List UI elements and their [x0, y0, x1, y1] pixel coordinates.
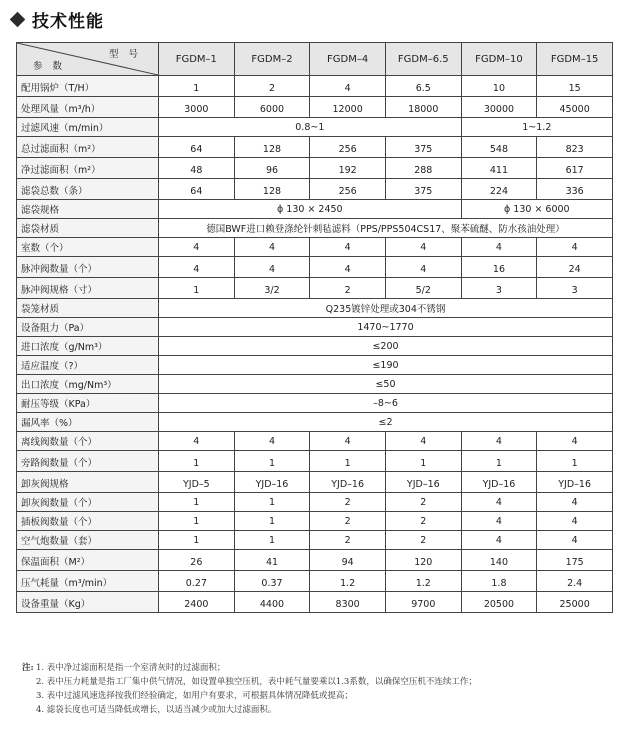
table-row — [17, 550, 613, 571]
value-cell: 4 — [461, 493, 537, 512]
value-cell: 4 — [461, 512, 537, 531]
row-label: 设备重量（Kg） — [17, 592, 159, 613]
value-cell: YJD–16 — [385, 472, 461, 493]
value-cell: 823 — [537, 137, 613, 158]
note-item — [22, 661, 622, 675]
table-row — [17, 472, 613, 493]
value-cell: 4 — [159, 257, 235, 278]
section-title-text: 技术性能 — [32, 11, 104, 32]
value-cell: 4 — [461, 432, 537, 451]
row-label: 压气耗量（m³/min） — [17, 571, 159, 592]
model-header: FGDM–10 — [461, 43, 537, 76]
row-label: 总过滤面积（m²） — [17, 137, 159, 158]
table-row — [17, 158, 613, 179]
value-cell: 224 — [461, 179, 537, 200]
value-cell: 2400 — [159, 592, 235, 613]
row-label: 进口浓度（g/Nm³） — [17, 337, 159, 356]
value-cell: 2.4 — [537, 571, 613, 592]
table-row — [17, 512, 613, 531]
value-cell: 192 — [310, 158, 386, 179]
corner-model-label: 型号 — [108, 49, 148, 60]
row-label: 漏风率（%） — [17, 413, 159, 432]
table-row — [17, 375, 613, 394]
value-cell: 1 — [310, 451, 386, 472]
section-title — [10, 6, 104, 32]
table-row — [17, 571, 613, 592]
value-cell: 288 — [385, 158, 461, 179]
value-cell: ≤200 — [159, 337, 613, 356]
row-label: 适应温度（?） — [17, 356, 159, 375]
value-cell: 4 — [234, 432, 310, 451]
value-cell: 94 — [310, 550, 386, 571]
value-cell: 4 — [461, 238, 537, 257]
value-cell: 2 — [385, 531, 461, 550]
value-cell: 24 — [537, 257, 613, 278]
value-cell: YJD–16 — [461, 472, 537, 493]
model-header: FGDM–15 — [537, 43, 613, 76]
value-cell: 64 — [159, 179, 235, 200]
value-cell: 256 — [310, 137, 386, 158]
value-cell: 128 — [234, 137, 310, 158]
value-cell: ≤50 — [159, 375, 613, 394]
value-cell: 375 — [385, 179, 461, 200]
table-row — [17, 413, 613, 432]
table-row — [17, 257, 613, 278]
row-label: 配用锅炉（T/H） — [17, 76, 159, 97]
value-cell: 4 — [537, 512, 613, 531]
row-label: 耐压等级（KPa） — [17, 394, 159, 413]
value-cell: 4 — [159, 238, 235, 257]
value-cell: 128 — [234, 179, 310, 200]
value-cell: 4 — [234, 238, 310, 257]
value-cell: 548 — [461, 137, 537, 158]
note-item — [22, 689, 622, 703]
table-row — [17, 394, 613, 413]
table-row — [17, 278, 613, 299]
value-cell: 1 — [159, 451, 235, 472]
model-header: FGDM–2 — [234, 43, 310, 76]
value-cell: 45000 — [537, 97, 613, 118]
value-cell: 411 — [461, 158, 537, 179]
value-cell: ϕ 130 × 2450 — [159, 200, 462, 219]
value-cell: 3/2 — [234, 278, 310, 299]
value-cell: YJD–16 — [537, 472, 613, 493]
notes-tag: 注: — [22, 663, 34, 673]
row-label: 离线阀数量（个） — [17, 432, 159, 451]
value-cell: 16 — [461, 257, 537, 278]
value-cell: 20500 — [461, 592, 537, 613]
value-cell: 4 — [385, 432, 461, 451]
value-cell: 1.2 — [310, 571, 386, 592]
table-row — [17, 219, 613, 238]
table-row — [17, 451, 613, 472]
value-cell: YJD–16 — [310, 472, 386, 493]
row-label: 滤袋总数（条） — [17, 179, 159, 200]
value-cell: 1 — [234, 531, 310, 550]
header-row — [17, 43, 613, 76]
value-cell: 9700 — [385, 592, 461, 613]
value-cell: 3000 — [159, 97, 235, 118]
header-corner-cell — [17, 43, 159, 76]
value-cell: 1 — [385, 451, 461, 472]
value-cell: 2 — [310, 512, 386, 531]
note-text: 3. 表中过滤风速选择按我们经验确定，如用户有要求，可根据具体情况降低或提高； — [36, 691, 353, 701]
row-label: 脉冲阀数量（个） — [17, 257, 159, 278]
value-cell: 1 — [461, 451, 537, 472]
value-cell: 41 — [234, 550, 310, 571]
table-row — [17, 179, 613, 200]
table-row — [17, 337, 613, 356]
value-cell: 4 — [385, 257, 461, 278]
value-cell: 12000 — [310, 97, 386, 118]
value-cell: YJD–5 — [159, 472, 235, 493]
value-cell: 4 — [461, 531, 537, 550]
table-row — [17, 299, 613, 318]
row-label: 空气炮数量（套） — [17, 531, 159, 550]
row-label: 出口浓度（mg/Nm³） — [17, 375, 159, 394]
value-cell: –8~6 — [159, 394, 613, 413]
value-cell: 96 — [234, 158, 310, 179]
table-row — [17, 318, 613, 337]
row-label: 脉冲阀规格（寸） — [17, 278, 159, 299]
table-row — [17, 200, 613, 219]
note-text: 1. 表中净过滤面积是指一个室清灰时的过滤面积； — [36, 663, 226, 673]
row-label: 保温面积（M²） — [17, 550, 159, 571]
value-cell: 1 — [159, 76, 235, 97]
value-cell: 1~1.2 — [461, 118, 612, 137]
table-row — [17, 238, 613, 257]
table-row — [17, 356, 613, 375]
row-label: 滤袋材质 — [17, 219, 159, 238]
value-cell: 1.8 — [461, 571, 537, 592]
value-cell: 1 — [234, 451, 310, 472]
value-cell: 4 — [537, 432, 613, 451]
row-label: 滤袋规格 — [17, 200, 159, 219]
value-cell: 3 — [537, 278, 613, 299]
table-row — [17, 493, 613, 512]
value-cell: 4 — [234, 257, 310, 278]
model-header: FGDM–1 — [159, 43, 235, 76]
value-cell: 1 — [234, 512, 310, 531]
table-row — [17, 432, 613, 451]
value-cell: 4 — [537, 238, 613, 257]
table-row — [17, 76, 613, 97]
value-cell: 175 — [537, 550, 613, 571]
row-label: 卸灰阀规格 — [17, 472, 159, 493]
diamond-bullet-icon — [10, 11, 26, 27]
value-cell: 4 — [159, 432, 235, 451]
value-cell: 1 — [159, 278, 235, 299]
value-cell: 4400 — [234, 592, 310, 613]
row-label: 插板阀数量（个） — [17, 512, 159, 531]
value-cell: 2 — [385, 493, 461, 512]
note-text: 2. 表中压力耗量是指工厂集中供气情况，如设置单独空压机，表中耗气量要乘以1.3系数，以确保空压机不连续工作； — [36, 677, 477, 687]
value-cell: ≤2 — [159, 413, 613, 432]
value-cell: 2 — [310, 278, 386, 299]
table-row — [17, 118, 613, 137]
row-label: 旁路阀数量（个） — [17, 451, 159, 472]
value-cell: 336 — [537, 179, 613, 200]
value-cell: ϕ 130 × 6000 — [461, 200, 612, 219]
value-cell: 256 — [310, 179, 386, 200]
value-cell: YJD–16 — [234, 472, 310, 493]
value-cell: 10 — [461, 76, 537, 97]
value-cell: 0.8~1 — [159, 118, 462, 137]
value-cell: Q235镀锌处理或304不锈钢 — [159, 299, 613, 318]
value-cell: 2 — [234, 76, 310, 97]
value-cell: 617 — [537, 158, 613, 179]
row-label: 处理风量（m³/h） — [17, 97, 159, 118]
value-cell: ≤190 — [159, 356, 613, 375]
value-cell: 4 — [385, 238, 461, 257]
value-cell: 8300 — [310, 592, 386, 613]
model-header: FGDM–6.5 — [385, 43, 461, 76]
value-cell: 4 — [310, 238, 386, 257]
value-cell: 5/2 — [385, 278, 461, 299]
value-cell: 4 — [310, 76, 386, 97]
corner-param-label: 参数 — [33, 61, 73, 72]
value-cell: 4 — [537, 531, 613, 550]
value-cell: 375 — [385, 137, 461, 158]
table-row — [17, 531, 613, 550]
row-label: 袋笼材质 — [17, 299, 159, 318]
row-label: 设备阻力（Pa） — [17, 318, 159, 337]
value-cell: 140 — [461, 550, 537, 571]
table-row — [17, 97, 613, 118]
value-cell: 26 — [159, 550, 235, 571]
note-item — [22, 675, 622, 689]
value-cell: 0.27 — [159, 571, 235, 592]
value-cell: 1.2 — [385, 571, 461, 592]
value-cell: 1 — [159, 493, 235, 512]
table-row — [17, 137, 613, 158]
value-cell: 18000 — [385, 97, 461, 118]
value-cell: 2 — [385, 512, 461, 531]
value-cell: 4 — [310, 257, 386, 278]
table-row — [17, 592, 613, 613]
value-cell: 0.37 — [234, 571, 310, 592]
value-cell: 3 — [461, 278, 537, 299]
row-label: 过滤风速（m/min） — [17, 118, 159, 137]
model-header: FGDM–4 — [310, 43, 386, 76]
notes-block — [22, 661, 622, 717]
value-cell: 30000 — [461, 97, 537, 118]
value-cell: 德国BWF进口赖登涤纶针刺毡滤料（PPS/PPS504CS17、聚苯硫醚、防水孩油处理） — [159, 219, 613, 238]
value-cell: 48 — [159, 158, 235, 179]
value-cell: 4 — [310, 432, 386, 451]
value-cell: 1 — [159, 512, 235, 531]
note-item — [22, 703, 622, 717]
value-cell: 6.5 — [385, 76, 461, 97]
value-cell: 6000 — [234, 97, 310, 118]
row-label: 卸灰阀数量（个） — [17, 493, 159, 512]
value-cell: 2 — [310, 493, 386, 512]
value-cell: 64 — [159, 137, 235, 158]
value-cell: 1 — [234, 493, 310, 512]
value-cell: 15 — [537, 76, 613, 97]
value-cell: 25000 — [537, 592, 613, 613]
value-cell: 1470~1770 — [159, 318, 613, 337]
value-cell: 2 — [310, 531, 386, 550]
value-cell: 120 — [385, 550, 461, 571]
row-label: 室数（个） — [17, 238, 159, 257]
value-cell: 1 — [159, 531, 235, 550]
row-label: 净过滤面积（m²） — [17, 158, 159, 179]
value-cell: 4 — [537, 493, 613, 512]
spec-table — [16, 42, 613, 613]
note-text: 4. 滤袋长度也可适当降低或增长，以适当减少或加大过滤面积。 — [36, 705, 277, 715]
value-cell: 1 — [537, 451, 613, 472]
